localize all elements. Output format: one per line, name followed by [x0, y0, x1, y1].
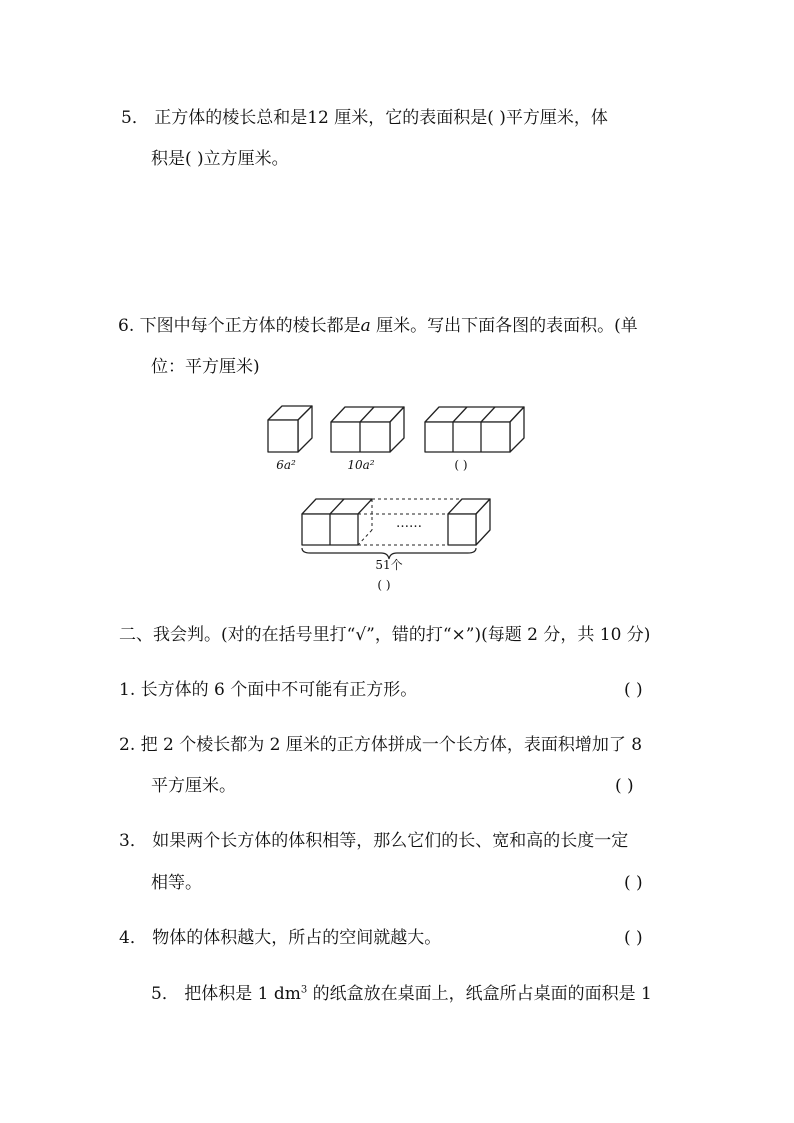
s2-item2-line1: 2. 把 2 个棱长都为 2 厘米的正方体拼成一个长方体，表面积增加了 8 — [119, 735, 643, 755]
s2-item2-line2: 平方厘米。 — [151, 776, 236, 796]
label-two-cubes: 10a² — [347, 458, 375, 472]
q6-line2: 位：平方厘米) — [151, 357, 260, 377]
cube-single — [268, 406, 312, 452]
label-51-answer: ( ) — [377, 578, 391, 592]
s2-item4-line1: 4． 物体的体积越大，所占的空间就越大。 — [119, 928, 442, 948]
q5-line2: 积是( )立方厘米。 — [151, 149, 289, 169]
ellipsis-dots: …… — [396, 516, 422, 531]
s2-item5-sup: 3 — [300, 984, 308, 996]
s2-item3-paren: ( ) — [624, 873, 643, 893]
s2-item4-paren: ( ) — [624, 928, 643, 948]
s2-item5-line1 — [151, 983, 652, 1005]
cube-triple — [425, 407, 524, 452]
label-three-cubes-answer: ( ) — [454, 458, 468, 472]
s2-item3-line1: 3． 如果两个长方体的体积相等，那么它们的长、宽和高的长度一定 — [119, 831, 629, 851]
section2-heading: 二、我会判。(对的在括号里打“√”，错的打“×”)(每题 2 分，共 10 分) — [119, 625, 651, 645]
s2-item5-pre: 5． 把体积是 1 dm — [151, 984, 301, 1004]
q5-line1: 5． 正方体的棱长总和是12 厘米，它的表面积是( )平方厘米，体 — [121, 108, 608, 128]
s2-item5-post: 的纸盒放在桌面上，纸盒所占桌面的面积是 1 — [307, 984, 652, 1004]
s2-item1-line1: 1. 长方体的 6 个面中不可能有正方形。 — [119, 680, 418, 700]
s2-item1-paren: ( ) — [624, 680, 643, 700]
label-51-cubes: 51个 — [375, 558, 403, 572]
s2-item2-paren: ( ) — [615, 776, 634, 796]
label-single-cube: 6a² — [276, 458, 296, 472]
s2-item3-line2: 相等。 — [151, 873, 202, 893]
q6-line1: 6. 下图中每个正方体的棱长都是𝑎 厘米。写出下面各图的表面积。(单 — [118, 316, 638, 336]
cube-pair — [331, 407, 404, 452]
